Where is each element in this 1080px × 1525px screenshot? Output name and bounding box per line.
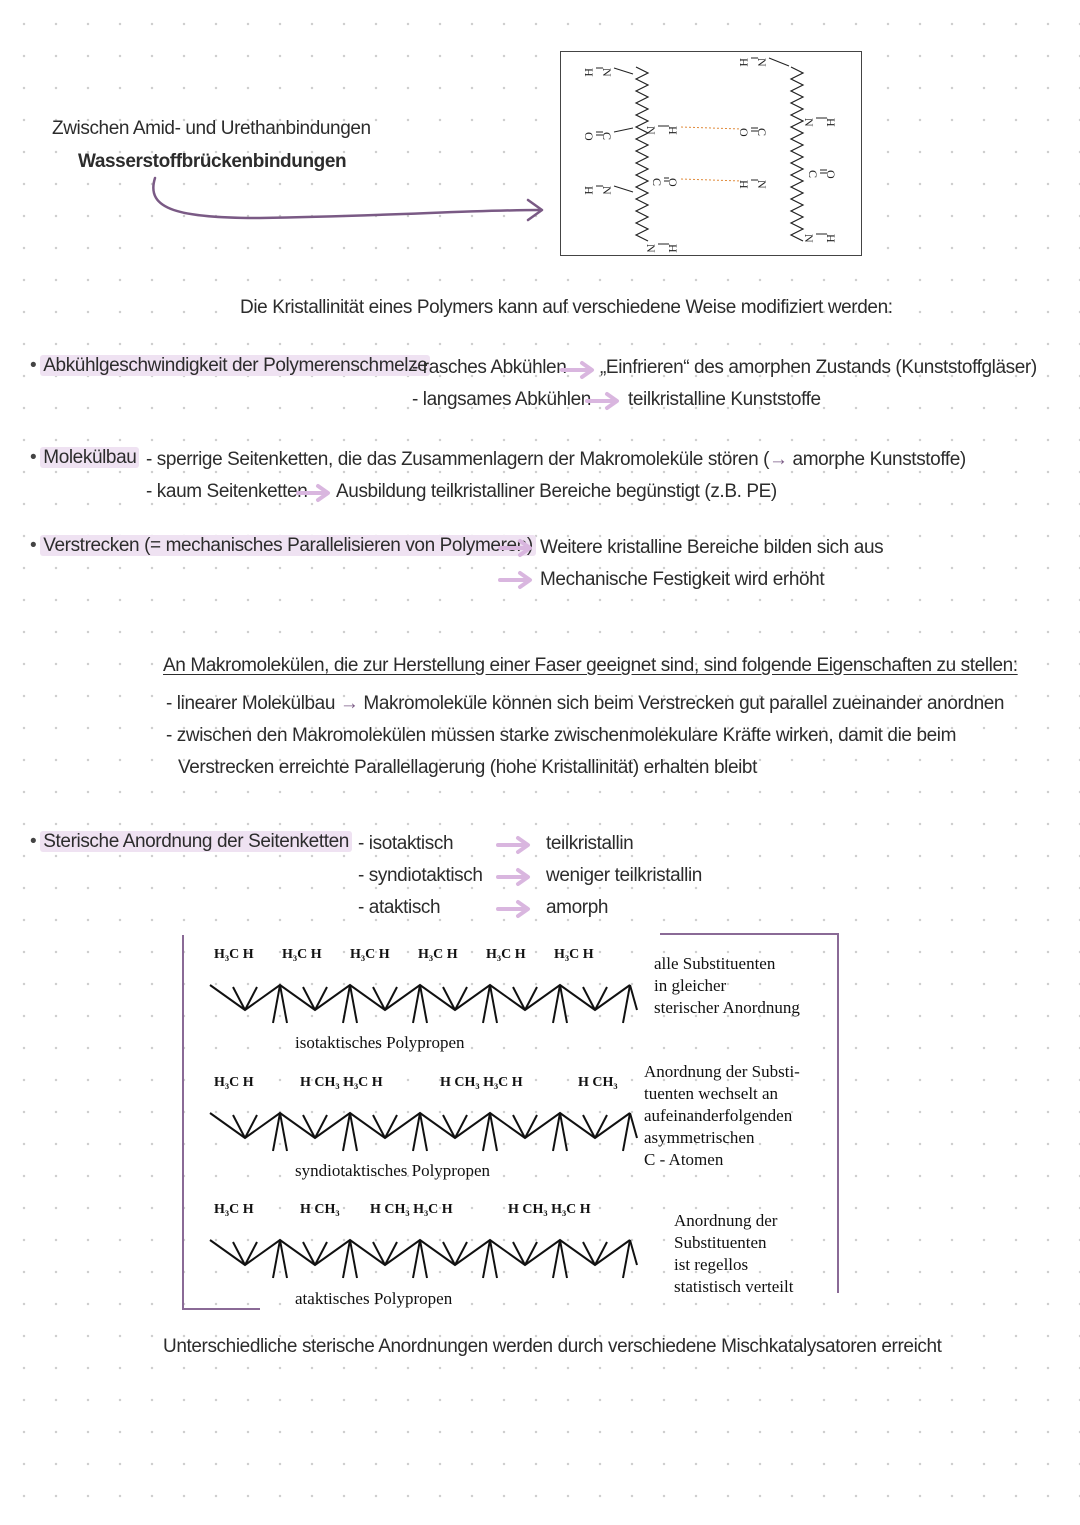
ata-desc-line: statistisch verteilt	[674, 1277, 794, 1296]
crystallinity-intro: Die Kristallinität eines Polymers kann auf verschiedene Weise modifiziert werden:	[240, 297, 893, 318]
cooling-cause-2: - langsames Abkühlen	[412, 389, 591, 410]
cooling-effect-2: teilkristalline Kunststoffe	[628, 389, 821, 410]
syn-desc	[644, 1061, 800, 1171]
atom-label: O	[582, 132, 596, 141]
atom-label: O	[824, 170, 838, 179]
cooling-label-row	[30, 355, 430, 377]
stretching-label-row	[30, 535, 536, 557]
hbond-subtitle: Wasserstoffbrückenbindungen	[78, 151, 347, 172]
atom-label: H	[582, 68, 596, 77]
steric-label-row	[30, 831, 352, 853]
ata-group: H CH₃ H₃C H	[508, 1202, 591, 1217]
atom-label: N	[802, 234, 816, 243]
stretching-label: Verstrecken (= mechanisches Parallelisieren von Polymeren)	[40, 535, 536, 556]
syn-group: H CH₃ H₃C H	[440, 1075, 523, 1090]
ata-group: H CH₃ H₃C H	[370, 1202, 453, 1217]
atom-label: O	[737, 128, 751, 137]
steric-type-1: - isotaktisch	[358, 833, 454, 854]
atom-label: H	[824, 118, 838, 127]
atom-label: H	[666, 126, 680, 135]
atom-label: N	[600, 68, 614, 77]
ata-desc-line: ist regellos	[674, 1255, 749, 1274]
syn-desc-line: C - Atomen	[644, 1150, 724, 1169]
arrow-icon: →	[339, 693, 359, 714]
fiber-line-1	[166, 693, 1004, 715]
steric-result-1: teilkristallin	[546, 833, 634, 854]
syn-group: H CH₃ H₃C H	[300, 1075, 383, 1090]
atom-label: N	[802, 118, 816, 127]
arrow-icon	[296, 483, 334, 503]
iso-group: H₃C H	[486, 947, 526, 962]
arrow-icon	[496, 867, 534, 887]
atom-label: C	[600, 132, 614, 141]
syn-name: syndiotaktisches Polypropen	[295, 1161, 491, 1180]
stretching-effect-2: Mechanische Festigkeit wird erhöht	[540, 569, 825, 590]
ata-groups	[214, 1202, 618, 1218]
iso-desc-line: in gleicher	[654, 976, 727, 995]
fiber-line-3: Verstrecken erreichte Parallellagerung (hohe Kristallinität) erhalten bleibt	[178, 757, 757, 778]
atom-label: H	[737, 58, 751, 67]
fiber-line1-a: - linearer Molekülbau	[166, 693, 336, 714]
syn-group: H CH₃	[578, 1075, 618, 1090]
ata-desc-line: Anordnung der	[674, 1211, 778, 1230]
arrow-icon	[585, 391, 623, 411]
atom-label: H	[824, 234, 838, 243]
syn-desc-line: asymmetrischen	[644, 1128, 755, 1147]
iso-chain	[205, 965, 645, 1030]
steric-label: Sterische Anordnung der Seitenketten	[40, 831, 352, 852]
hbond-title: Zwischen Amid- und Urethanbindungen	[52, 118, 371, 139]
arrow-icon: →	[769, 449, 788, 470]
cooling-effect-1: „Einfrieren“ des amorphen Zustands (Kunststoffgläser)	[600, 357, 1037, 378]
ata-name: ataktisches Polypropen	[295, 1289, 453, 1308]
arrow-icon	[498, 538, 536, 558]
fiber-line1-b: Makromoleküle können sich beim Verstrecken gut parallel zueinander anordnen	[363, 693, 1005, 714]
curved-arrow	[140, 170, 560, 230]
atom-label: N	[644, 126, 658, 135]
atom-label: O	[666, 178, 680, 187]
ata-desc	[674, 1210, 793, 1298]
fiber-line-2: - zwischen den Makromolekülen müssen starke zwischenmolekulare Kräfte wirken, damit die beim	[166, 725, 957, 746]
atom-label: N	[755, 58, 769, 67]
molecule-label: Molekülbau	[40, 447, 139, 468]
ata-group: H₃C H	[214, 1202, 254, 1217]
fiber-heading: An Makromolekülen, die zur Herstellung einer Faser geeignet sind, sind folgende Eigenschaften zu stellen:	[163, 655, 1018, 676]
syn-chain	[205, 1093, 645, 1158]
iso-desc-line: alle Substituenten	[654, 954, 776, 973]
ata-chain	[205, 1220, 645, 1285]
atom-label: C	[806, 170, 820, 179]
atom-label: N	[600, 186, 614, 195]
footer-note: Unterschiedliche sterische Anordnungen werden durch verschiedene Mischkatalysatoren erreicht	[163, 1336, 942, 1357]
iso-group: H₃C H	[350, 947, 390, 962]
atom-label: N	[644, 244, 658, 253]
iso-group: H₃C H	[554, 947, 594, 962]
molecule-effect-2: Ausbildung teilkristalliner Bereiche begünstigt (z.B. PE)	[336, 481, 777, 502]
atom-label: C	[755, 128, 769, 137]
molecule-line1-b: amorphe Kunststoffe)	[787, 449, 966, 470]
iso-desc	[654, 953, 800, 1019]
syn-desc-line: aufeinanderfolgenden	[644, 1106, 793, 1125]
molecule-label-row	[30, 447, 139, 469]
iso-group: H₃C H	[214, 947, 254, 962]
cooling-label: Abkühlgeschwindigkeit der Polymerenschmelze	[40, 355, 430, 376]
frame-right	[837, 933, 839, 1293]
arrow-icon	[496, 899, 534, 919]
iso-group: H₃C H	[282, 947, 322, 962]
steric-type-2: - syndiotaktisch	[358, 865, 483, 886]
atom-label: C	[650, 178, 664, 187]
hbond-diagram	[561, 52, 861, 255]
steric-result-3: amorph	[546, 897, 609, 918]
molecule-line1-a: - sperrige Seitenketten, die das Zusammenlagern der Makromoleküle stören (	[146, 449, 770, 470]
atom-label: H	[582, 186, 596, 195]
frame-top-right	[660, 933, 838, 935]
arrow-icon	[498, 570, 536, 590]
molecule-line-1	[146, 449, 966, 471]
syn-groups	[214, 1075, 638, 1091]
ata-desc-line: Substituenten	[674, 1233, 767, 1252]
iso-name: isotaktisches Polypropen	[295, 1033, 465, 1052]
iso-group: H₃C H	[418, 947, 458, 962]
stretching-effect-1: Weitere kristalline Bereiche bilden sich aus	[540, 537, 884, 558]
hbond-structure	[560, 51, 862, 256]
cooling-cause-1: - rasches Abkühlen	[412, 357, 567, 378]
iso-groups	[214, 947, 622, 963]
atom-label: H	[737, 180, 751, 189]
syn-desc-line: Anordnung der Substi-	[644, 1062, 800, 1081]
atom-label: H	[666, 244, 680, 253]
syn-desc-line: tuenten wechselt an	[644, 1084, 779, 1103]
syn-group: H₃C H	[214, 1075, 254, 1090]
iso-desc-line: sterischer Anordnung	[654, 998, 800, 1017]
atom-label: N	[755, 180, 769, 189]
steric-type-3: - ataktisch	[358, 897, 441, 918]
ata-group: H CH₃	[300, 1202, 340, 1217]
arrow-icon	[496, 835, 534, 855]
molecule-cause-2: - kaum Seitenketten	[146, 481, 308, 502]
steric-result-2: weniger teilkristallin	[546, 865, 702, 886]
arrow-icon	[560, 360, 598, 380]
